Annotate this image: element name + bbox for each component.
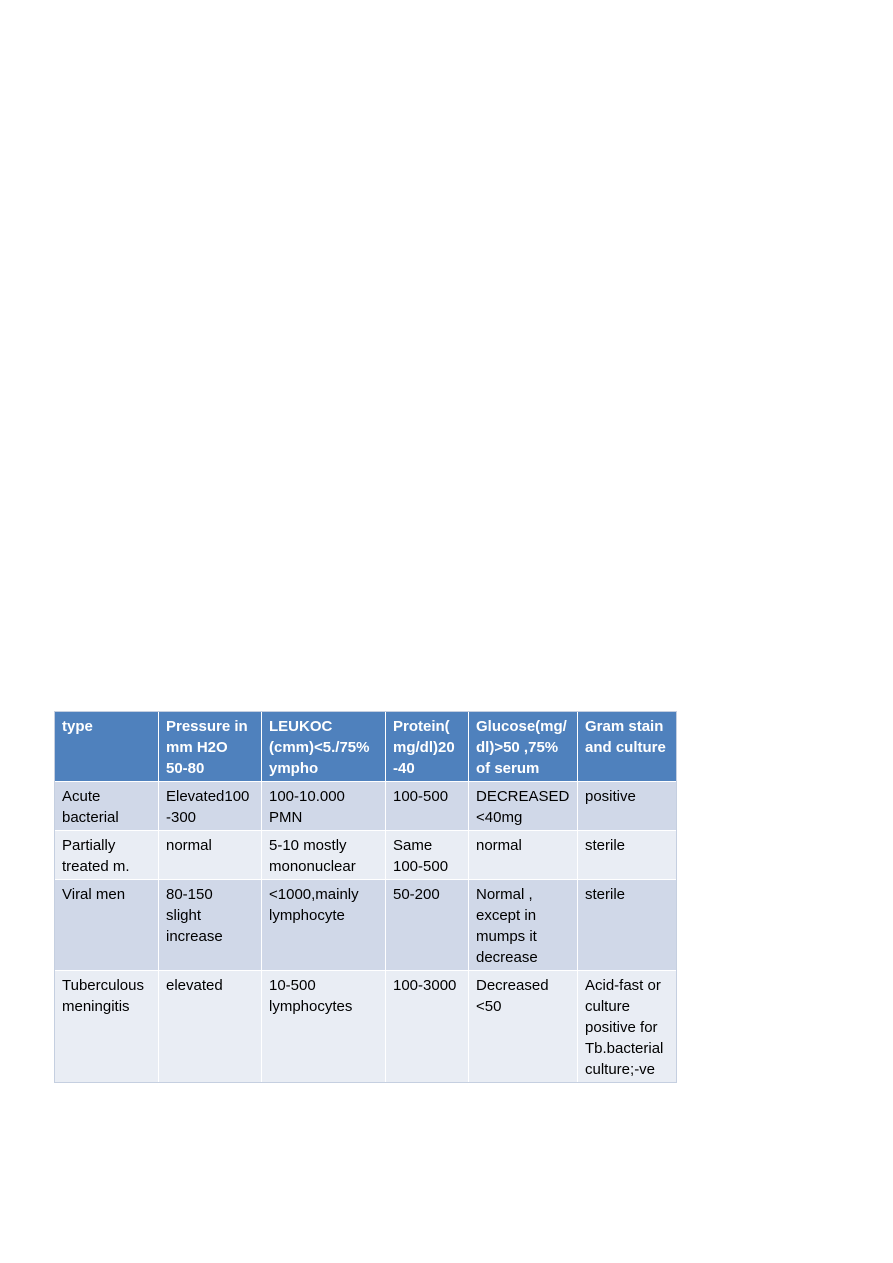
cell-gram-stain bbox=[578, 971, 678, 1084]
cell-text-line: Gram stain bbox=[585, 718, 664, 735]
cell-text-line: type bbox=[62, 718, 93, 735]
header-leukocytes bbox=[262, 712, 386, 782]
cell-text-line: elevated bbox=[166, 977, 223, 994]
cell-gram-stain bbox=[578, 880, 678, 971]
cell-leukocytes bbox=[262, 880, 386, 971]
cell-pressure bbox=[159, 880, 262, 971]
cell-gram-stain bbox=[578, 782, 678, 831]
cell-text-line: and culture bbox=[585, 739, 666, 756]
cell-text-line: except in bbox=[476, 907, 537, 924]
cell-pressure bbox=[159, 782, 262, 831]
cell-protein bbox=[386, 880, 469, 971]
header-protein bbox=[386, 712, 469, 782]
cell-text-line: treated m. bbox=[62, 858, 130, 875]
cell-type bbox=[55, 971, 159, 1084]
cell-protein bbox=[386, 971, 469, 1084]
cell-glucose bbox=[469, 971, 578, 1084]
cell-text-line: Acid-fast or bbox=[585, 977, 661, 994]
cell-text-line: culture bbox=[585, 998, 631, 1015]
cell-text-line: Viral men bbox=[62, 886, 126, 903]
header-glucose bbox=[469, 712, 578, 782]
cell-text-line: of serum bbox=[476, 760, 540, 777]
cell-leukocytes bbox=[262, 971, 386, 1084]
cell-text-line: slight bbox=[166, 907, 202, 924]
cell-text-line: 10-500 bbox=[269, 977, 316, 994]
cell-text-line: sterile bbox=[585, 837, 626, 854]
cell-text-line: mononuclear bbox=[269, 858, 356, 875]
table-header-row bbox=[55, 712, 678, 782]
cell-text-line: LEUKOC bbox=[269, 718, 333, 735]
cell-text-line: Glucose(mg/ bbox=[476, 718, 567, 735]
cell-text-line: 50-200 bbox=[393, 886, 440, 903]
cell-text-line: 100-10.000 bbox=[269, 788, 345, 805]
header-type bbox=[55, 712, 159, 782]
cell-text-line: Tuberculous bbox=[62, 977, 144, 994]
cell-text-line: 50-80 bbox=[166, 760, 205, 777]
cell-gram-stain bbox=[578, 831, 678, 880]
cell-text-line: 100-500 bbox=[393, 788, 449, 805]
cell-text-line: ympho bbox=[269, 760, 319, 777]
cell-text-line: normal bbox=[476, 837, 522, 854]
cell-text-line: Tb.bacterial bbox=[585, 1040, 664, 1057]
cell-text-line: positive bbox=[585, 788, 636, 805]
cell-type bbox=[55, 782, 159, 831]
cell-text-line: (cmm)<5./75% bbox=[269, 739, 370, 756]
cell-text-line: <50 bbox=[476, 998, 502, 1015]
table-row bbox=[55, 831, 678, 880]
cell-leukocytes bbox=[262, 831, 386, 880]
table-row bbox=[55, 971, 678, 1084]
cell-text-line: mumps it bbox=[476, 928, 537, 945]
cell-glucose bbox=[469, 831, 578, 880]
cell-text-line: 100-3000 bbox=[393, 977, 457, 994]
cell-protein bbox=[386, 782, 469, 831]
cell-text-line: 100-500 bbox=[393, 858, 449, 875]
cell-text-line: 80-150 bbox=[166, 886, 213, 903]
cell-text-line: dl)>50 ,75% bbox=[476, 739, 559, 756]
cell-text-line: <40mg bbox=[476, 809, 523, 826]
cell-text-line: lymphocyte bbox=[269, 907, 345, 924]
cell-text-line: decrease bbox=[476, 949, 538, 966]
cell-text-line: bacterial bbox=[62, 809, 119, 826]
cell-text-line: Pressure in bbox=[166, 718, 248, 735]
cell-text-line: 5-10 mostly bbox=[269, 837, 347, 854]
cell-leukocytes bbox=[262, 782, 386, 831]
cell-text-line: Acute bbox=[62, 788, 101, 805]
cell-text-line: normal bbox=[166, 837, 212, 854]
cell-text-line: positive for bbox=[585, 1019, 658, 1036]
cell-text-line: Normal , bbox=[476, 886, 533, 903]
cell-type bbox=[55, 880, 159, 971]
cell-pressure bbox=[159, 971, 262, 1084]
cell-text-line: Protein( bbox=[393, 718, 450, 735]
cell-text-line: lymphocytes bbox=[269, 998, 353, 1015]
table-row bbox=[55, 880, 678, 971]
cell-text-line: <1000,mainly bbox=[269, 886, 359, 903]
cell-pressure bbox=[159, 831, 262, 880]
table-row bbox=[55, 782, 678, 831]
csf-comparison-table bbox=[54, 711, 678, 1084]
cell-text-line: sterile bbox=[585, 886, 626, 903]
cell-text-line: -300 bbox=[166, 809, 197, 826]
cell-type bbox=[55, 831, 159, 880]
cell-text-line: Elevated100 bbox=[166, 788, 250, 805]
header-gram-stain bbox=[578, 712, 678, 782]
cell-text-line: meningitis bbox=[62, 998, 130, 1015]
cell-text-line: Decreased bbox=[476, 977, 549, 994]
cell-text-line: mm H2O bbox=[166, 739, 228, 756]
cell-text-line: DECREASED bbox=[476, 788, 570, 805]
cell-glucose bbox=[469, 880, 578, 971]
header-pressure bbox=[159, 712, 262, 782]
cell-text-line: culture;-ve bbox=[585, 1061, 656, 1078]
cell-text-line: -40 bbox=[393, 760, 415, 777]
cell-protein bbox=[386, 831, 469, 880]
cell-text-line: increase bbox=[166, 928, 223, 945]
cell-text-line: Partially bbox=[62, 837, 116, 854]
cell-text-line: Same bbox=[393, 837, 433, 854]
cell-text-line: mg/dl)20 bbox=[393, 739, 455, 756]
cell-text-line: PMN bbox=[269, 809, 303, 826]
cell-glucose bbox=[469, 782, 578, 831]
